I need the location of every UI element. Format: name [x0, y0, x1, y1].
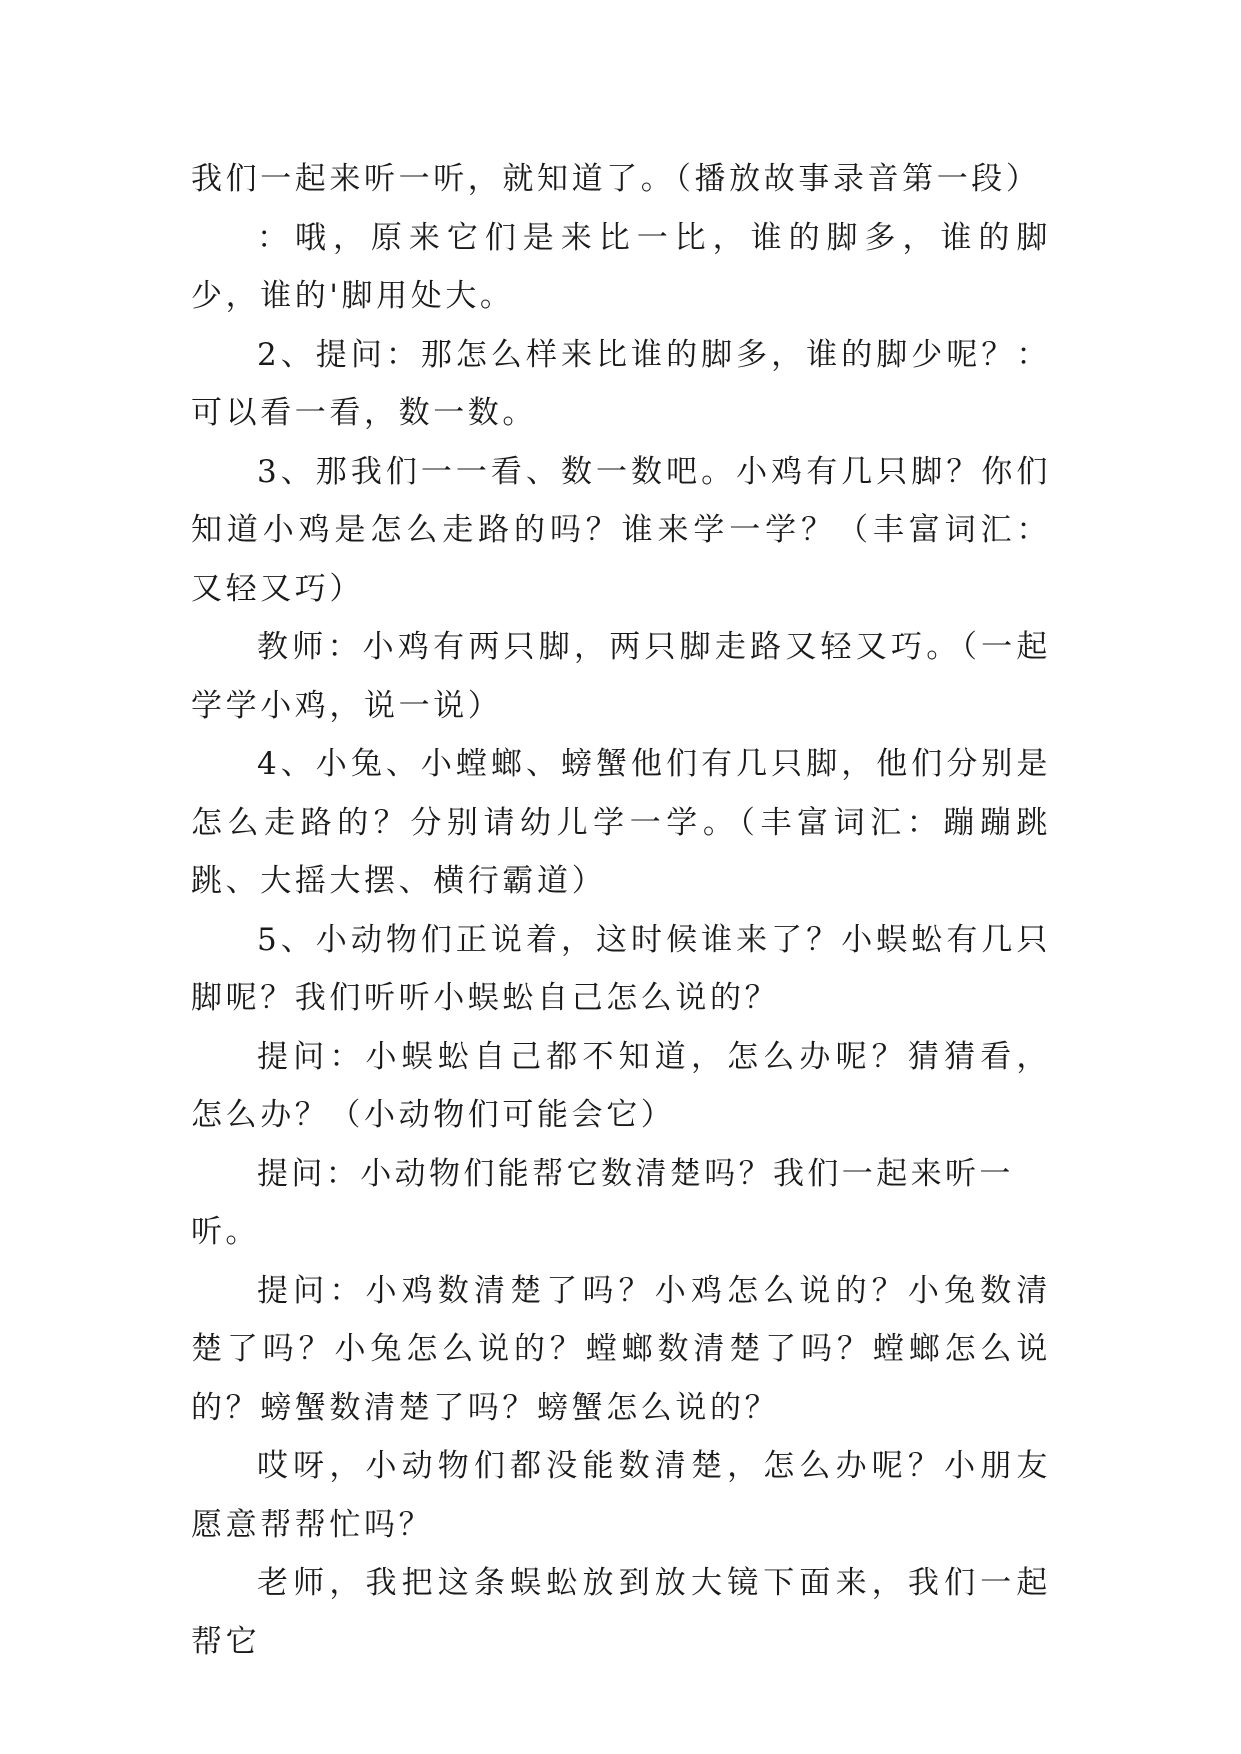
paragraph-intro: 我们一起来听一听，就知道了。（播放故事录音第一段） — [191, 161, 1041, 197]
paragraph-help: 哎呀，小动物们都没能数清楚，怎么办呢？小朋友愿意帮帮忙吗？ — [191, 1448, 1051, 1543]
paragraph-step-4: 4、小兔、小螳螂、螃蟹他们有几只脚，他们分别是怎么走路的？分别请幼儿学一学。（丰富词汇：蹦蹦跳跳、大摇大摆、横行霸道） — [191, 746, 1051, 899]
paragraph-step-3: 3、那我们一一看、数一数吧。小鸡有几只脚？你们知道小鸡是怎么走路的吗？谁来学一学？（丰富词汇：又轻又巧） — [191, 453, 1051, 607]
paragraph-question-3: 提问：小鸡数清楚了吗？小鸡怎么说的？小兔数清楚了吗？小兔怎么说的？螳螂数清楚了吗？螳螂怎么说的？螃蟹数清楚了吗？螃蟹怎么说的？ — [191, 1272, 1051, 1426]
paragraph-step-2: 2、提问：那怎么样来比谁的脚多，谁的脚少呢？：可以看一看，数一数。 — [191, 336, 1051, 431]
paragraph-question-1: 提问：小蜈蚣自己都不知道，怎么办呢？猜猜看，怎么办？（小动物们可能会它） — [191, 1038, 1051, 1133]
paragraph-response: ：哦，原来它们是来比一比，谁的脚多，谁的脚少，谁的'脚用处大。 — [191, 219, 1051, 314]
paragraph-question-2: 提问：小动物们能帮它数清楚吗？我们一起来听一听。 — [191, 1155, 1014, 1250]
paragraph-teacher: 教师：小鸡有两只脚，两只脚走路又轻又巧。（一起学学小鸡，说一说） — [191, 629, 1051, 724]
document-body — [191, 150, 1051, 1671]
paragraph-magnifier: 老师，我把这条蜈蚣放到放大镜下面来，我们一起帮它 — [191, 1565, 1051, 1660]
paragraph-step-5: 5、小动物们正说着，这时候谁来了？小蜈蚣有几只脚呢？我们听听小蜈蚣自己怎么说的？ — [191, 921, 1051, 1016]
